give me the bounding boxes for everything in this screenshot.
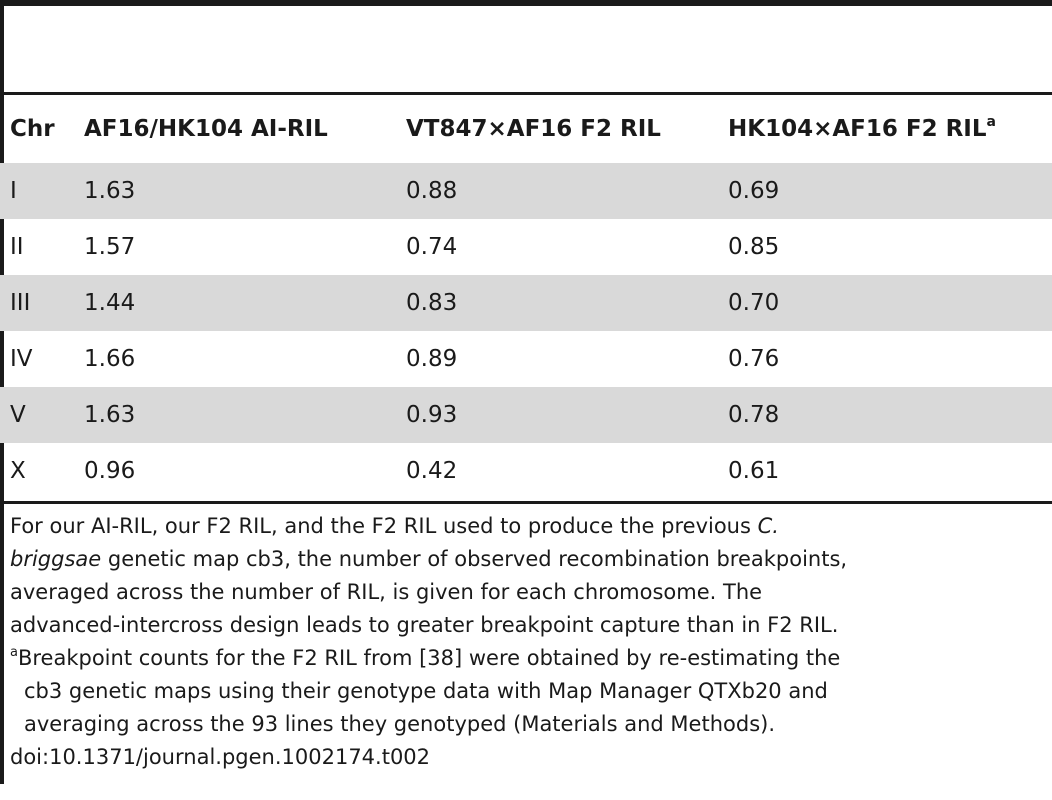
cell-vt847-f2: 0.42 [406, 458, 458, 484]
cell-vt847-f2: 0.93 [406, 402, 458, 428]
cell-ai-ril: 0.96 [84, 458, 136, 484]
footnote-text: genetic map cb3, the number of observed recombination breakpoints, [101, 547, 848, 571]
column-header-chr: Chr [10, 116, 55, 142]
species-genus-italic: C. [757, 514, 779, 538]
cell-chr: X [10, 458, 26, 484]
column-header-hk104-f2 [728, 95, 996, 163]
footnote-text: Breakpoint counts for the F2 RIL from [38] were obtained by re-estimating the [17, 646, 841, 670]
column-header-vt847-f2: VT847×AF16 F2 RIL [406, 116, 661, 142]
cell-chr: I [10, 178, 17, 204]
cell-hk104-f2: 0.85 [728, 234, 780, 260]
table-footnote [10, 510, 1050, 774]
doi-label: doi:10.1371/journal.pgen.1002174.t002 [10, 745, 431, 769]
table-row [0, 275, 1052, 331]
table-row [0, 387, 1052, 443]
cell-vt847-f2: 0.74 [406, 234, 458, 260]
cell-chr: III [10, 290, 31, 316]
cell-hk104-f2: 0.70 [728, 290, 780, 316]
footnote-line: cb3 genetic maps using their genotype data with Map Manager QTXb20 and [24, 679, 828, 703]
cell-hk104-f2: 0.78 [728, 402, 780, 428]
cell-chr: IV [10, 346, 33, 372]
table-header-row [0, 95, 1052, 163]
cell-chr: V [10, 402, 26, 428]
footnote-mark: a [986, 114, 996, 130]
cell-hk104-f2: 0.69 [728, 178, 780, 204]
cell-vt847-f2: 0.88 [406, 178, 458, 204]
footnote-line [10, 642, 1050, 675]
cell-hk104-f2: 0.76 [728, 346, 780, 372]
cell-chr: II [10, 234, 24, 260]
footnote-text: For our AI-RIL, our F2 RIL, and the F2 RIL used to produce the previous [10, 514, 758, 538]
cell-ai-ril: 1.57 [84, 234, 136, 260]
cell-ai-ril: 1.44 [84, 290, 136, 316]
cell-ai-ril: 1.63 [84, 178, 136, 204]
table-row [0, 331, 1052, 387]
cell-ai-ril: 1.66 [84, 346, 136, 372]
column-header-hk104-f2-label: HK104×AF16 F2 RIL [728, 116, 987, 142]
footnote-line: advanced-intercross design leads to greater breakpoint capture than in F2 RIL. [10, 613, 839, 637]
table-body [0, 163, 1052, 499]
footnote-line: averaging across the 93 lines they genotyped (Materials and Methods). [24, 712, 776, 736]
column-header-ai-ril: AF16/HK104 AI-RIL [84, 116, 328, 142]
footnote-line [10, 510, 1050, 543]
footnote-line: averaged across the number of RIL, is given for each chromosome. The [10, 580, 763, 604]
footnote-mark: a [10, 645, 18, 660]
cell-vt847-f2: 0.83 [406, 290, 458, 316]
cell-hk104-f2: 0.61 [728, 458, 780, 484]
table-row [0, 219, 1052, 275]
bottom-table-rule [0, 501, 1052, 504]
species-name-italic: briggsae [10, 547, 102, 571]
top-table-rule [0, 0, 1052, 6]
table-row [0, 443, 1052, 499]
footnote-line [10, 543, 1050, 576]
table-row [0, 163, 1052, 219]
cell-vt847-f2: 0.89 [406, 346, 458, 372]
cell-ai-ril: 1.63 [84, 402, 136, 428]
